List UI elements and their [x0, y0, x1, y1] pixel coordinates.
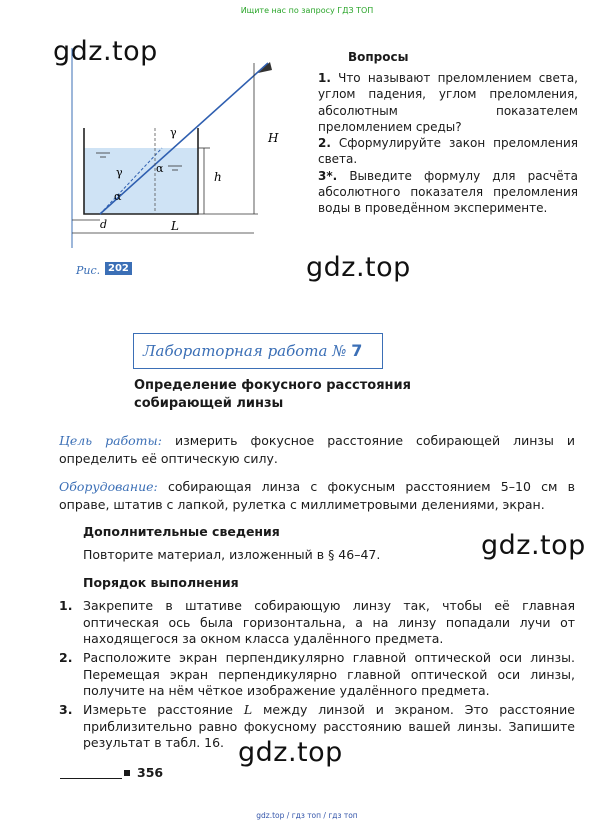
question-item: 2. Сформулируйте закон преломления света. — [318, 136, 578, 167]
page-rule — [60, 778, 122, 779]
goal-label: Цель работы: — [59, 433, 162, 448]
page-number: 356 — [137, 765, 164, 780]
extra-text: Повторите материал, изложенный в § 46–47. — [83, 547, 381, 562]
watermark: gdz.top — [306, 252, 411, 283]
d-label: d — [100, 218, 108, 231]
water — [84, 148, 198, 214]
figure-number: 202 — [105, 262, 132, 275]
goal-paragraph: Цель работы: измерить фокусное расстояние собирающей линзы и определить её оптическую силу. — [59, 433, 576, 466]
alpha-label-2: α — [114, 190, 122, 203]
question-item: 1. Что называют преломлением света, углом падения, углом преломления, абсолютным показателем преломлением среды? — [318, 71, 578, 134]
refraction-figure — [58, 48, 320, 278]
watermark: gdz.top — [481, 530, 586, 561]
gamma-label-2: γ — [170, 126, 177, 139]
question-item: 3*. Выведите формулу для расчёта абсолютного показателя преломления воды в проведённом эксперименте. — [318, 168, 578, 216]
alpha-label-1: α — [156, 162, 164, 175]
bottom-link[interactable]: gdz.top / гдз топ / гдз топ — [256, 811, 358, 820]
eye-icon — [258, 62, 272, 73]
gamma-label-1: γ — [116, 166, 123, 179]
lab-banner-text: Лабораторная работа № 7 — [143, 341, 363, 360]
questions-list — [318, 70, 578, 217]
lab-number: 7 — [351, 341, 363, 360]
equipment-label: Оборудование: — [59, 479, 158, 494]
step-item: 1. Закрепите в штативе собирающую линзу так, чтобы её главная оптическая ось была горизонтальна, а на линзу попадали лучи от находящегося за окном класса удалённого предмета. — [59, 598, 575, 646]
watermark: gdz.top — [53, 36, 158, 67]
lab-title: Определение фокусного расстояния собирающей линзы — [134, 378, 411, 411]
questions-title: Вопросы — [348, 50, 409, 64]
top-search-link[interactable]: Ищите нас по запросу ГДЗ ТОП — [240, 6, 374, 15]
equipment-paragraph: Оборудование: собирающая линза с фокусным расстоянием 5–10 см в оправе, штатив с лапкой, рулетка с миллиметровыми делениями, экран. — [59, 479, 576, 512]
page-marker — [124, 770, 130, 776]
figure-caption-label: Рис. — [76, 264, 101, 277]
step-item: 3. Измерьте расстояние L между линзой и экраном. Это расстояние приблизительно равно фокусному расстоянию вашей линзы. Запишите результат в табл. 16. — [59, 702, 575, 750]
order-heading: Порядок выполнения — [83, 575, 239, 590]
h-label: h — [214, 170, 222, 184]
watermark: gdz.top — [238, 737, 343, 768]
L-label: L — [171, 219, 179, 233]
H-label: H — [268, 131, 279, 145]
extra-heading: Дополнительные сведения — [83, 524, 280, 539]
step-item: 2. Расположите экран перпендикулярно главной оптической оси линзы. Перемещая экран перпендикулярно главной оптической оси линзы, получите на нём чёткое изображение удалённого предмета. — [59, 650, 575, 698]
